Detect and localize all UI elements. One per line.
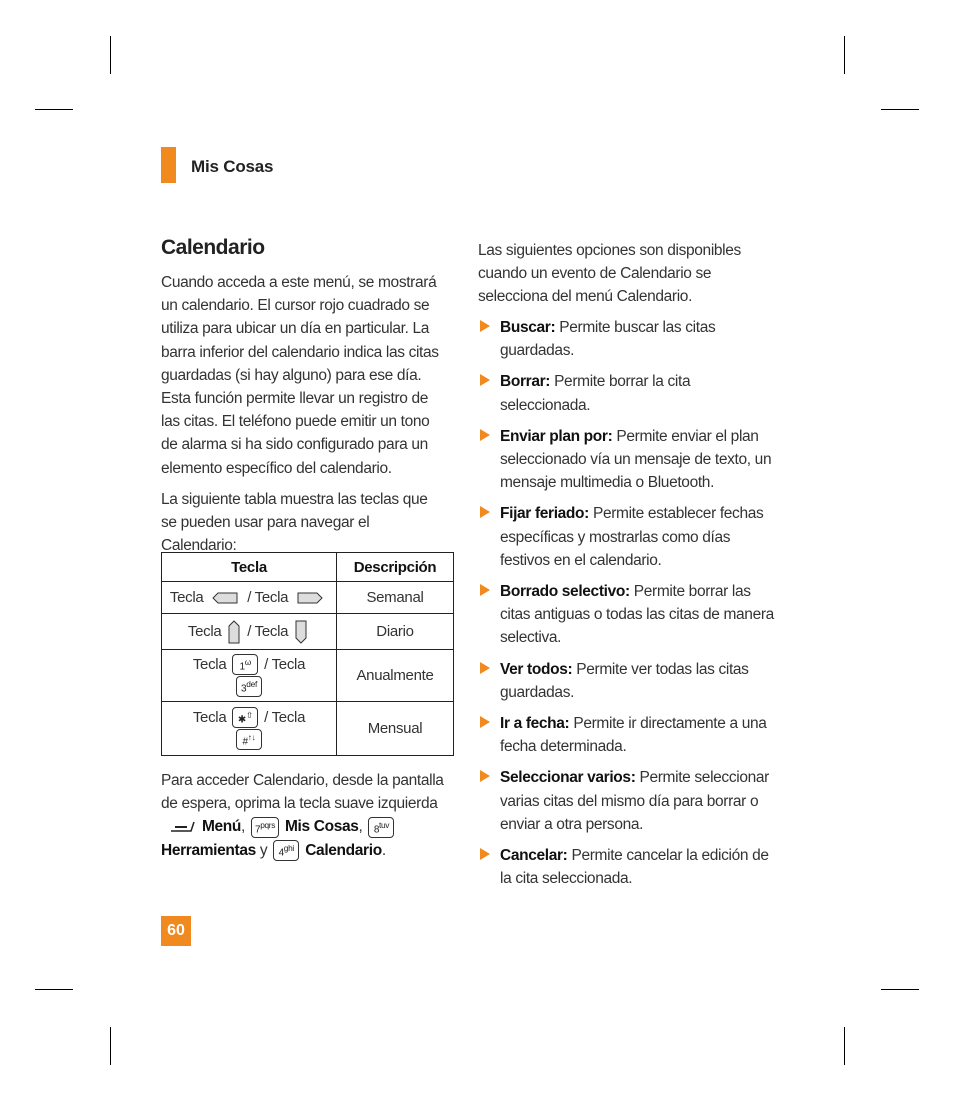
mis-cosas-label: Mis Cosas [284,818,359,836]
key-cell [162,650,337,702]
intro-paragraph: Cuando acceda a este menú, se mostrará un calendario. El cursor rojo cuadrado se utiliza para ubicar un día en particular. La barra inferior del calendario indica las citas guardadas (si hay alguno) para ese día. Esta función permite llevar un registro de las citas. El teléfono puede emitir un tono de alarma si ha sido configurado para un elemento específico del calendario. [161,274,439,477]
crop-mark [881,989,919,990]
key-7-icon: $7^{pqrs}$ [251,817,279,838]
bullet-arrow-icon [480,662,490,674]
list-item: Buscar: Permite buscar las citas guardadas. [478,316,778,362]
calendario-label: Calendario [305,841,382,859]
crop-mark [844,36,845,74]
key-4-icon: $4^{ghi}$ [273,840,299,861]
key-cell [162,614,337,650]
bullet-arrow-icon [480,584,490,596]
separator-label: / Tecla [264,708,306,726]
page-heading: Calendario [161,236,265,259]
description-cell: Semanal [337,582,454,614]
table-row [162,614,454,650]
menu-label: Menú [201,818,242,836]
herramientas-label: Herramientas [161,841,256,859]
bullet-arrow-icon [480,320,490,332]
list-item: Fijar feriado: Permite establecer fechas específicas y mostrarlas como días festivos en el calendario. [478,502,778,572]
hash-key-icon: #↑↓ [236,729,262,750]
tecla-label: Tecla [187,622,222,640]
bullet-arrow-icon [480,429,490,441]
access-instructions: Para acceder Calendario, desde la pantalla de espera, oprima la tecla suave izquierda Menú, $7^{pqrs}$ Mis Cosas, $8^{tuv}$ Herramientas y $4^{ghi}$ Calendario. [161,769,451,862]
crop-mark [35,989,73,990]
table-header: Tecla [162,553,337,582]
description-cell: Diario [337,614,454,650]
list-item: Enviar plan por: Permite enviar el plan seleccionado vía un mensaje de texto, un mensaje multimedia o Bluetooth. [478,425,778,495]
up-nav-key-icon [228,619,240,645]
table-header-row [162,553,454,582]
star-key-icon: ✱⇧ [232,707,258,728]
section-marker [161,147,176,183]
section-title: Mis Cosas [191,157,274,176]
separator-label: / Tecla [247,589,289,606]
table-header: Descripción [337,553,454,582]
list-item: Borrar: Permite borrar la cita seleccionada. [478,370,778,416]
tecla-label: Tecla [169,589,204,606]
description-cell: Mensual [337,702,454,756]
table-row [162,650,454,702]
right-nav-key-icon [295,592,325,604]
key-1-icon: $1^\omega$ [232,654,258,675]
key-table [161,552,454,756]
bullet-arrow-icon [480,506,490,518]
table-row [162,702,454,756]
tecla-label: Tecla [192,708,227,726]
table-row [162,582,454,614]
left-soft-key-icon [169,820,195,834]
crop-mark [35,109,73,110]
list-item: Borrado selectivo: Permite borrar las citas antiguas o todas las citas de manera selectiva. [478,580,778,650]
left-nav-key-icon [210,592,240,604]
options-intro: Las siguientes opciones son disponibles cuando un evento de Calendario se selecciona del menú Calendario. [478,242,741,306]
key-cell [162,582,337,614]
bullet-arrow-icon [480,848,490,860]
separator-label: / Tecla [247,622,289,640]
crop-mark [881,109,919,110]
bullet-arrow-icon [480,716,490,728]
crop-mark [110,36,111,74]
tecla-label: Tecla [192,655,227,673]
crop-mark [844,1027,845,1065]
bullet-arrow-icon [480,374,490,386]
crop-mark [110,1027,111,1065]
list-item: Ir a fecha: Permite ir directamente a una fecha determinada. [478,712,778,758]
list-item: Cancelar: Permite cancelar la edición de la cita seleccionada. [478,844,778,890]
key-3-icon: $3^{def}$ [236,676,262,697]
down-nav-key-icon [295,619,307,645]
bullet-arrow-icon [480,770,490,782]
separator-label: / Tecla [264,655,306,673]
options-list [478,316,778,898]
description-cell: Anualmente [337,650,454,702]
list-item: Ver todos: Permite ver todas las citas guardadas. [478,658,778,704]
table-intro: La siguiente tabla muestra las teclas que se pueden usar para navegar el Calendario: [161,491,428,555]
list-item: Seleccionar varios: Permite seleccionar varias citas del mismo día para borrar o enviar a otra persona. [478,766,778,836]
page-number: 60 [161,916,191,946]
key-8-icon: $8^{tuv}$ [368,817,394,838]
key-cell [162,702,337,756]
